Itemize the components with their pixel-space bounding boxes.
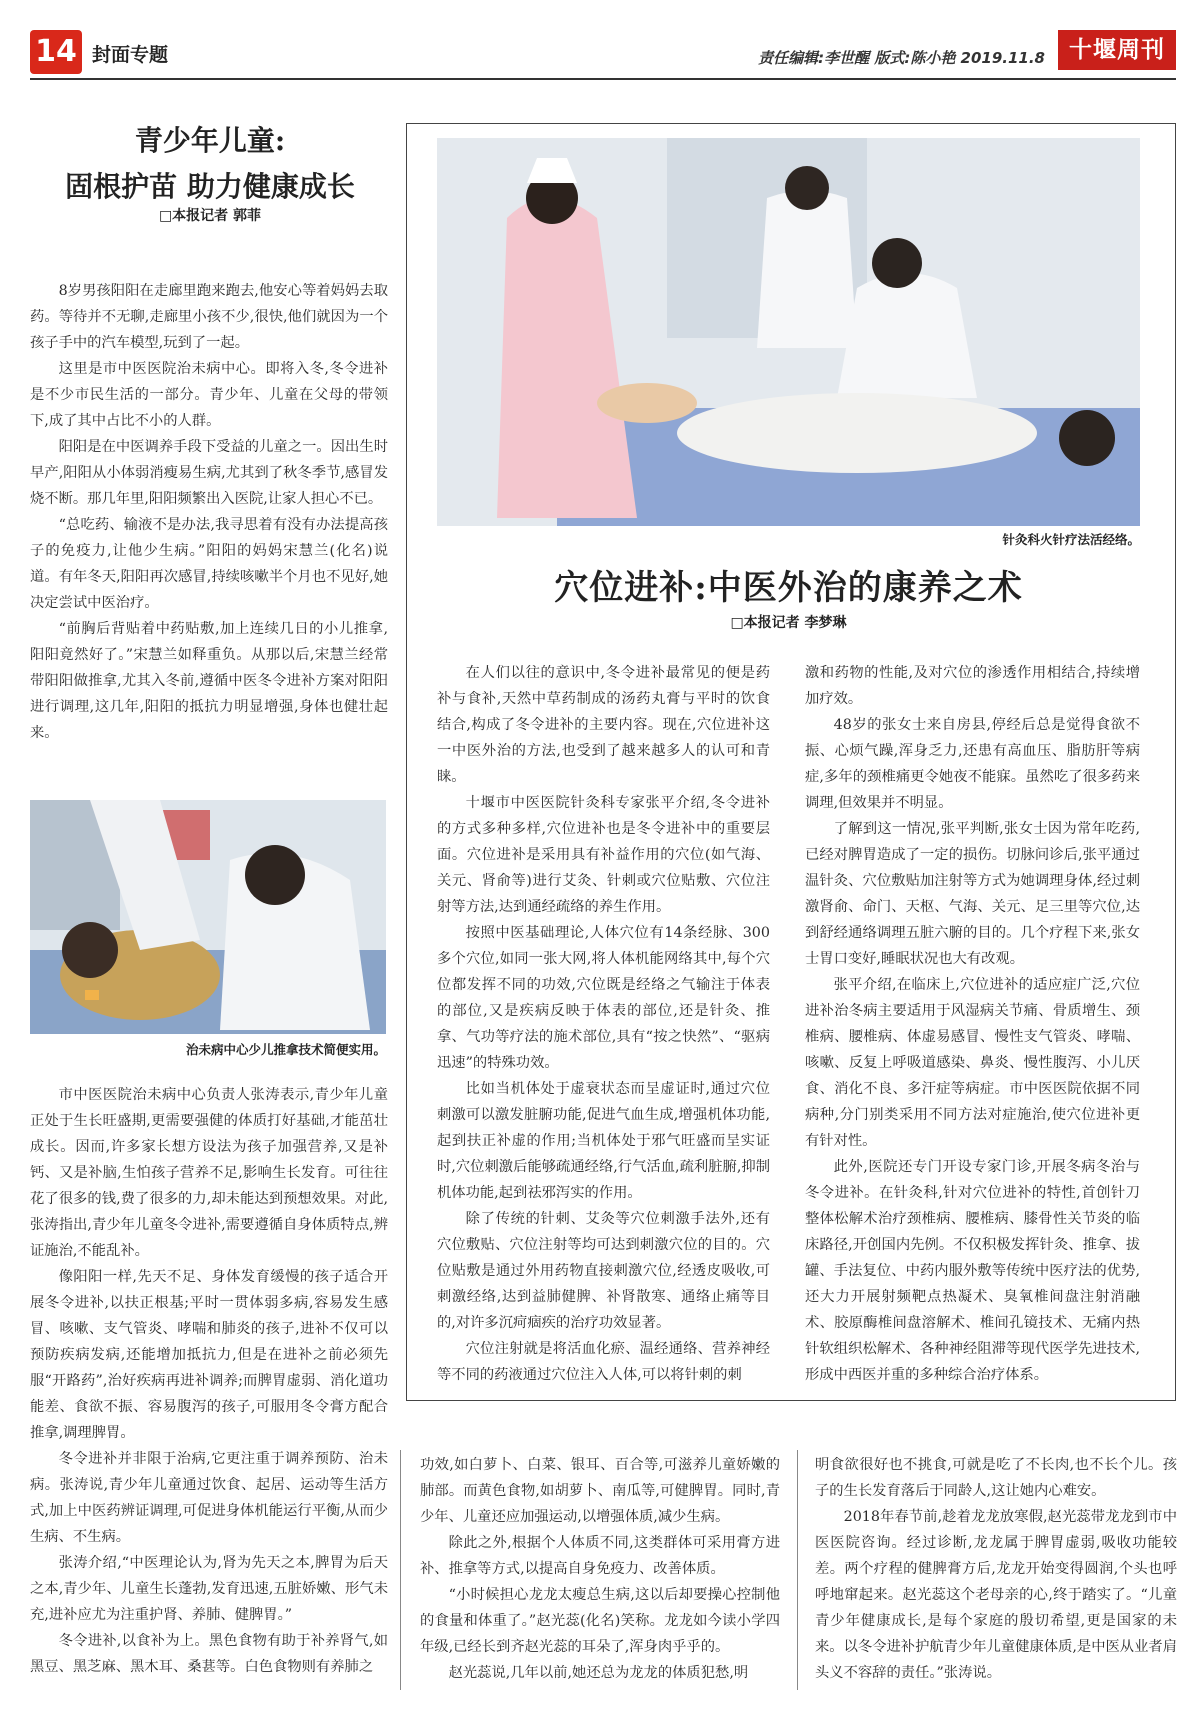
paragraph: 比如当机体处于虚衰状态而呈虚证时,通过穴位刺激可以激发脏腑功能,促进气血生成,增强机体功能,起到扶正补虚的作用;当机体处于邪气旺盛而呈实证时,穴位刺激后能够疏通经络,行气活血,疏利脏腑,抑制机体功能,起到祛邪泻实的作用。 bbox=[437, 1081, 770, 1201]
editor-credits: 责任编辑:李世醒 版式:陈小艳 2019.11.8 bbox=[758, 49, 1045, 67]
left-article-body-bottom bbox=[30, 1082, 388, 1680]
acupuncture-photo-caption: 针灸科火针疗法活经络。 bbox=[1002, 532, 1140, 547]
paragraph: 穴位注射就是将活血化瘀、温经通络、营养神经等不同的药液通过穴位注入人体,可以将针刺的刺 bbox=[437, 1341, 770, 1383]
paragraph: “总吃药、输液不是办法,我寻思着有没有办法提高孩子的免疫力,让他少生病。”阳阳的妈妈宋慧兰(化名)说道。有年冬天,阳阳再次感冒,持续咳嗽半个月也不见好,她决定尝试中医治疗。 bbox=[30, 517, 388, 611]
feature-column-1 bbox=[437, 660, 770, 1388]
left-article-body-top bbox=[30, 278, 388, 746]
feature-byline: □本报记者 李梦琳 bbox=[730, 615, 847, 631]
left-title-line1: 青少年儿童: bbox=[134, 124, 286, 157]
bottom-column-1 bbox=[420, 1452, 780, 1686]
acupuncture-photo-illustration bbox=[437, 138, 1140, 526]
paragraph: 冬令进补,以食补为上。黑色食物有助于补养肾气,如黑豆、黑芝麻、黑木耳、桑葚等。白色食物则有养肺之 bbox=[30, 1633, 388, 1675]
paragraph: 除了传统的针刺、艾灸等穴位刺激手法外,还有穴位敷贴、穴位注射等均可达到刺激穴位的目的。穴位贴敷是通过外用药物直接刺激穴位,经透皮吸收,可刺激经络,达到益肺健脾、补肾散寒、通络止痛等目的,对许多沉疴痼疾的治疗功效显著。 bbox=[437, 1211, 770, 1331]
paragraph: 8岁男孩阳阳在走廊里跑来跑去,他安心等着妈妈去取药。等待并不无聊,走廊里小孩不少,很快,他们就因为一个孩子手中的汽车模型,玩到了一起。 bbox=[30, 283, 388, 351]
feature-column-2 bbox=[805, 660, 1140, 1388]
bottom-column-2 bbox=[815, 1452, 1177, 1686]
paragraph: 张平介绍,在临床上,穴位进补的适应症广泛,穴位进补治冬病主要适用于风湿病关节痛、骨质增生、颈椎病、腰椎病、体虚易感冒、慢性支气管炎、哮喘、咳嗽、反复上呼吸道感染、鼻炎、慢性腹泻、小儿厌食、消化不良、多汗症等病症。市中医医院依据不同病种,分门别类采用不同方法对症施治,使穴位进补更有针对性。 bbox=[805, 977, 1140, 1149]
page-number: 14 bbox=[30, 30, 82, 74]
paragraph: 此外,医院还专门开设专家门诊,开展冬病冬治与冬令进补。在针灸科,针对穴位进补的特性,首创针刀整体松解术治疗颈椎病、腰椎病、膝骨性关节炎的临床路径,开创国内先例。不仅积极发挥针灸、推拿、拔罐、手法复位、中药内服外敷等传统中医疗法的优势,还大力开展射频靶点热凝术、臭氧椎间盘注射消融术、胶原酶椎间盘溶解术、椎间孔镜技术、无痛内热针软组织松解术、各种神经阻滞等现代医学先进技术,形成中西医并重的多种综合治疗体系。 bbox=[805, 1159, 1140, 1383]
column-divider bbox=[797, 1450, 798, 1690]
paragraph: 市中医医院治未病中心负责人张涛表示,青少年儿童正处于生长旺盛期,更需要强健的体质打好基础,才能茁壮成长。因而,许多家长想方设法为孩子加强营养,又是补钙、又是补脑,生怕孩子营养不足,影响生长发育。可往往花了很多的钱,费了很多的力,却未能达到预想效果。对此,张涛指出,青少年儿童冬令进补,需要遵循自身体质特点,辨证施治,不能乱补。 bbox=[30, 1087, 388, 1259]
paragraph: 阳阳是在中医调养手段下受益的儿童之一。因出生时早产,阳阳从小体弱消瘦易生病,尤其到了秋冬季节,感冒发烧不断。那几年里,阳阳频繁出入医院,让家人担心不已。 bbox=[30, 439, 388, 507]
paragraph: 48岁的张女士来自房县,停经后总是觉得食欲不振、心烦气躁,浑身乏力,还患有高血压、脂肪肝等病症,多年的颈椎痛更令她夜不能寐。虽然吃了很多药来调理,但效果并不明显。 bbox=[805, 717, 1140, 811]
left-title-line2: 固根护苗 助力健康成长 bbox=[65, 170, 355, 203]
paragraph: 了解到这一情况,张平判断,张女士因为常年吃药,已经对脾胃造成了一定的损伤。切脉问诊后,张平通过温针灸、穴位敷贴加注射等方式为她调理身体,经过刺激肾俞、命门、天枢、气海、关元、足三里等穴位,达到舒经通络调理五脏六腑的目的。几个疗程下来,张女士胃口变好,睡眠状况也大有改观。 bbox=[805, 821, 1140, 967]
paragraph: 功效,如白萝卜、白菜、银耳、百合等,可滋养儿童娇嫩的肺部。而黄色食物,如胡萝卜、南瓜等,可健脾胃。同时,青少年、儿童还应加强运动,以增强体质,减少生病。 bbox=[420, 1457, 780, 1525]
feature-title: 穴位进补:中医外治的康养之术 bbox=[554, 568, 1023, 608]
paragraph: 在人们以往的意识中,冬令进补最常见的便是药补与食补,天然中草药制成的汤药丸膏与平时的饮食结合,构成了冬令进补的主要内容。现在,穴位进补这一中医外治的方法,也受到了越来越多人的认可和青睐。 bbox=[437, 665, 770, 785]
paragraph: 张涛介绍,“中医理论认为,肾为先天之本,脾胃为后天之本,青少年、儿童生长蓬勃,发育迅速,五脏娇嫩、形气未充,进补应尤为注重护肾、养肺、健脾胃。” bbox=[30, 1555, 388, 1623]
header-rule bbox=[30, 78, 1176, 80]
paragraph: “前胸后背贴着中药贴敷,加上连续几日的小儿推拿,阳阳竟然好了。”宋慧兰如释重负。从那以后,宋慧兰经常带阳阳做推拿,尤其入冬前,遵循中医冬令进补方案对阳阳进行调理,这几年,阳阳的抵抗力明显增强,身体也健壮起来。 bbox=[30, 621, 388, 741]
paragraph: 这里是市中医医院治未病中心。即将入冬,冬令进补是不少市民生活的一部分。青少年、儿童在父母的带领下,成了其中占比不小的人群。 bbox=[30, 361, 388, 429]
massage-photo bbox=[30, 800, 386, 1034]
section-title: 封面专题 bbox=[92, 44, 169, 66]
paragraph: 激和药物的性能,及对穴位的渗透作用相结合,持续增加疗效。 bbox=[805, 665, 1140, 707]
paragraph: 冬令进补并非限于治病,它更注重于调养预防、治未病。张涛说,青少年儿童通过饮食、起居、运动等生活方式,加上中医药辨证调理,可促进身体机能运行平衡,从而少生病、不生病。 bbox=[30, 1451, 388, 1545]
paragraph: 十堰市中医医院针灸科专家张平介绍,冬令进补的方式多种多样,穴位进补也是冬令进补中的重要层面。穴位进补是采用具有补益作用的穴位(如气海、关元、肾俞等)进行艾灸、针刺或穴位贴敷、穴位注射等方法,达到通经疏络的养生作用。 bbox=[437, 795, 770, 915]
paragraph: 按照中医基础理论,人体穴位有14条经脉、300多个穴位,如同一张大网,将人体机能网络其中,每个穴位都发挥不同的功效,穴位既是经络之气输注于体表的部位,又是疾病反映于体表的部位,还是针灸、推拿、气功等疗法的施术部位,具有“按之快然”、“驱病迅速”的特殊功效。 bbox=[437, 925, 770, 1071]
massage-photo-illustration bbox=[30, 800, 386, 1034]
massage-photo-caption: 治未病中心少儿推拿技术简便实用。 bbox=[185, 1042, 386, 1057]
paragraph: 除此之外,根据个人体质不同,这类群体可采用膏方进补、推拿等方式,以提高自身免疫力、改善体质。 bbox=[420, 1535, 780, 1577]
left-article-title bbox=[30, 118, 390, 210]
column-divider bbox=[400, 1450, 401, 1690]
paragraph: 2018年春节前,趁着龙龙放寒假,赵光蕊带龙龙到市中医医院咨询。经过诊断,龙龙属于脾胃虚弱,吸收功能较差。两个疗程的健脾膏方后,龙龙开始变得圆润,个头也呼呼地窜起来。赵光蕊这个老母亲的心,终于踏实了。“儿童青少年健康成长,是每个家庭的殷切希望,更是国家的未来。以冬令进补护航青少年儿童健康体质,是中医从业者肩头义不容辞的责任。”张涛说。 bbox=[815, 1509, 1177, 1681]
paragraph: 明食欲很好也不挑食,可就是吃了不长肉,也不长个儿。孩子的生长发育落后于同龄人,这让她内心难安。 bbox=[815, 1457, 1177, 1499]
paragraph: 像阳阳一样,先天不足、身体发育缓慢的孩子适合开展冬令进补,以扶正根基;平时一贯体弱多病,容易发生感冒、咳嗽、支气管炎、哮喘和肺炎的孩子,进补不仅可以预防疾病发病,还能增加抵抗力,但是在进补之前必须先服“开路药”,治好疾病再进补调养;而脾胃虚弱、消化道功能差、食欲不振、容易腹泻的孩子,可服用冬令膏方配合推拿,调理脾胃。 bbox=[30, 1269, 388, 1441]
paragraph: 赵光蕊说,几年以前,她还总为龙龙的体质犯愁,明 bbox=[448, 1665, 749, 1681]
paragraph: “小时候担心龙龙太瘦总生病,这以后却要操心控制他的食量和体重了。”赵光蕊(化名)笑称。龙龙如今读小学四年级,已经长到齐赵光蕊的耳朵了,浑身肉乎乎的。 bbox=[420, 1587, 780, 1655]
acupuncture-photo bbox=[437, 138, 1140, 526]
masthead-logo: 十堰周刊 bbox=[1058, 30, 1176, 70]
left-article-byline: □本报记者 郭菲 bbox=[158, 208, 262, 224]
